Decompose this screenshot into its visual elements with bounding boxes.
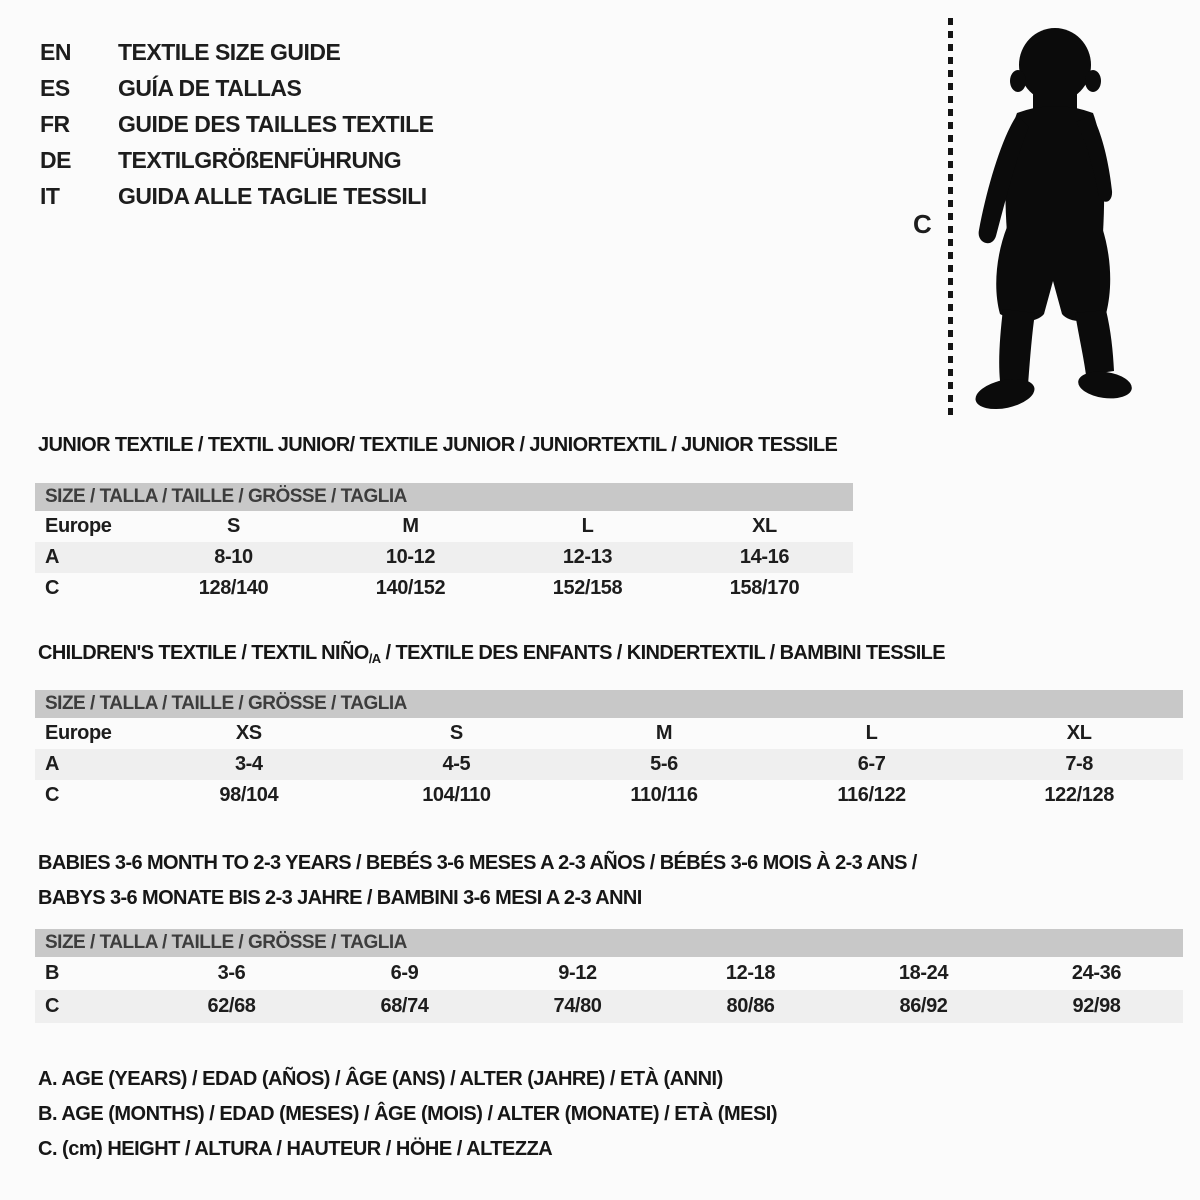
size-table-childrens [35,690,1183,811]
height-cell: 80/86 [726,995,775,1017]
age-cell: 7-8 [1065,753,1094,775]
age-cell: 14-16 [739,546,790,568]
size-cell: L [581,515,594,537]
months-cell: 9-12 [558,962,597,984]
language-row-de [40,142,434,178]
language-code: FR [40,111,70,137]
language-title: GUÍA DE TALLAS [118,75,302,101]
language-row-fr [40,106,434,142]
section-title-line2: BABYS 3-6 MONATE BIS 2-3 JAHRE / BAMBINI 3-6 MESI A 2-3 ANNI [38,887,642,909]
table-row-months [35,957,1183,990]
legend [38,1062,777,1167]
language-list [40,34,434,214]
size-table-babies [35,929,1183,1023]
months-cell: 24-36 [1071,962,1122,984]
language-title: GUIDA ALLE TAGLIE TESSILI [118,183,427,209]
size-cell: S [449,722,463,744]
size-table-header: SIZE / TALLA / TAILLE / GRÖSSE / TAGLIA [35,690,1183,718]
row-label: Europe [45,515,112,537]
size-table-junior [35,483,853,604]
language-row-en [40,34,434,70]
months-cell: 18-24 [898,962,949,984]
language-title: TEXTILE SIZE GUIDE [118,39,341,65]
size-cell: XL [1066,722,1092,744]
row-label: C [45,577,60,599]
toddler-silhouette-icon [965,15,1140,415]
size-table-header: SIZE / TALLA / TAILLE / GRÖSSE / TAGLIA [35,929,1183,957]
section-title-line1: BABIES 3-6 MONTH TO 2-3 YEARS / BEBÉS 3-6 MESES A 2-3 AÑOS / BÉBÉS 3-6 MOIS À 2-3 ANS / [38,852,917,874]
language-code: EN [40,39,71,65]
section-title-text: CHILDREN'S TEXTILE / TEXTIL NIÑO [38,642,369,664]
age-cell: 3-4 [234,753,263,775]
table-row-europe [35,718,1183,749]
row-label: B [45,962,60,984]
height-cell: 152/158 [552,577,623,599]
legend-line-age-months: B. AGE (MONTHS) / EDAD (MESES) / ÂGE (MOIS) / ALTER (MONATE) / ETÀ (MESI) [38,1103,778,1125]
size-cell: XS [235,722,262,744]
table-row-age [35,749,1183,780]
months-cell: 12-18 [725,962,776,984]
section-title-childrens [38,642,945,666]
table-row-europe [35,511,853,542]
section-title-subscript: /A [368,651,381,666]
row-label: C [45,995,60,1017]
height-cell: 128/140 [198,577,269,599]
row-label: A [45,546,60,568]
legend-line-height-cm: C. (cm) HEIGHT / ALTURA / HAUTEUR / HÖHE / ALTEZZA [38,1138,553,1160]
language-row-it [40,178,434,214]
height-cell: 74/80 [553,995,602,1017]
age-cell: 6-7 [857,753,886,775]
section-title-text: / TEXTILE DES ENFANTS / KINDERTEXTIL / BAMBINI TESSILE [380,642,946,664]
height-dashed-line [948,18,953,415]
height-cell: 140/152 [375,577,446,599]
section-title-junior: JUNIOR TEXTILE / TEXTIL JUNIOR/ TEXTILE JUNIOR / JUNIORTEXTIL / JUNIOR TESSILE [38,434,838,456]
age-cell: 8-10 [214,546,253,568]
table-row-height [35,780,1183,811]
language-title: GUIDE DES TAILLES TEXTILE [118,111,434,137]
height-cell: 86/92 [899,995,948,1017]
age-cell: 12-13 [562,546,613,568]
height-cell: 92/98 [1072,995,1121,1017]
row-label: A [45,753,60,775]
height-cell: 122/128 [1044,784,1114,806]
row-label: C [45,784,60,806]
height-cell: 62/68 [207,995,256,1017]
age-cell: 4-5 [442,753,471,775]
age-cell: 5-6 [650,753,678,775]
size-cell: M [402,515,419,537]
height-cell: 68/74 [380,995,429,1017]
table-row-age [35,542,853,573]
height-cell: 158/170 [729,577,800,599]
age-cell: 10-12 [385,546,436,568]
size-cell: S [227,515,240,537]
height-cell: 98/104 [219,784,279,806]
legend-line-age-years: A. AGE (YEARS) / EDAD (AÑOS) / ÂGE (ANS) / ALTER (JAHRE) / ETÀ (ANNI) [38,1068,723,1090]
size-cell: L [865,722,878,744]
language-code: DE [40,147,71,173]
section-title-babies [38,846,917,916]
language-title: TEXTILGRÖßENFÜHRUNG [118,147,402,173]
figure-height-label: C [913,209,932,239]
height-cell: 116/122 [837,784,906,806]
months-cell: 3-6 [217,962,246,984]
height-cell: 110/116 [630,784,698,806]
language-code: IT [40,183,60,209]
height-cell: 104/110 [422,784,491,806]
size-cell: XL [752,515,777,537]
size-table-header: SIZE / TALLA / TAILLE / GRÖSSE / TAGLIA [35,483,853,511]
table-row-height [35,573,853,604]
size-cell: M [655,722,673,744]
language-row-es [40,70,434,106]
table-row-height [35,990,1183,1023]
months-cell: 6-9 [390,962,419,984]
row-label: Europe [45,722,112,744]
language-code: ES [40,75,70,101]
